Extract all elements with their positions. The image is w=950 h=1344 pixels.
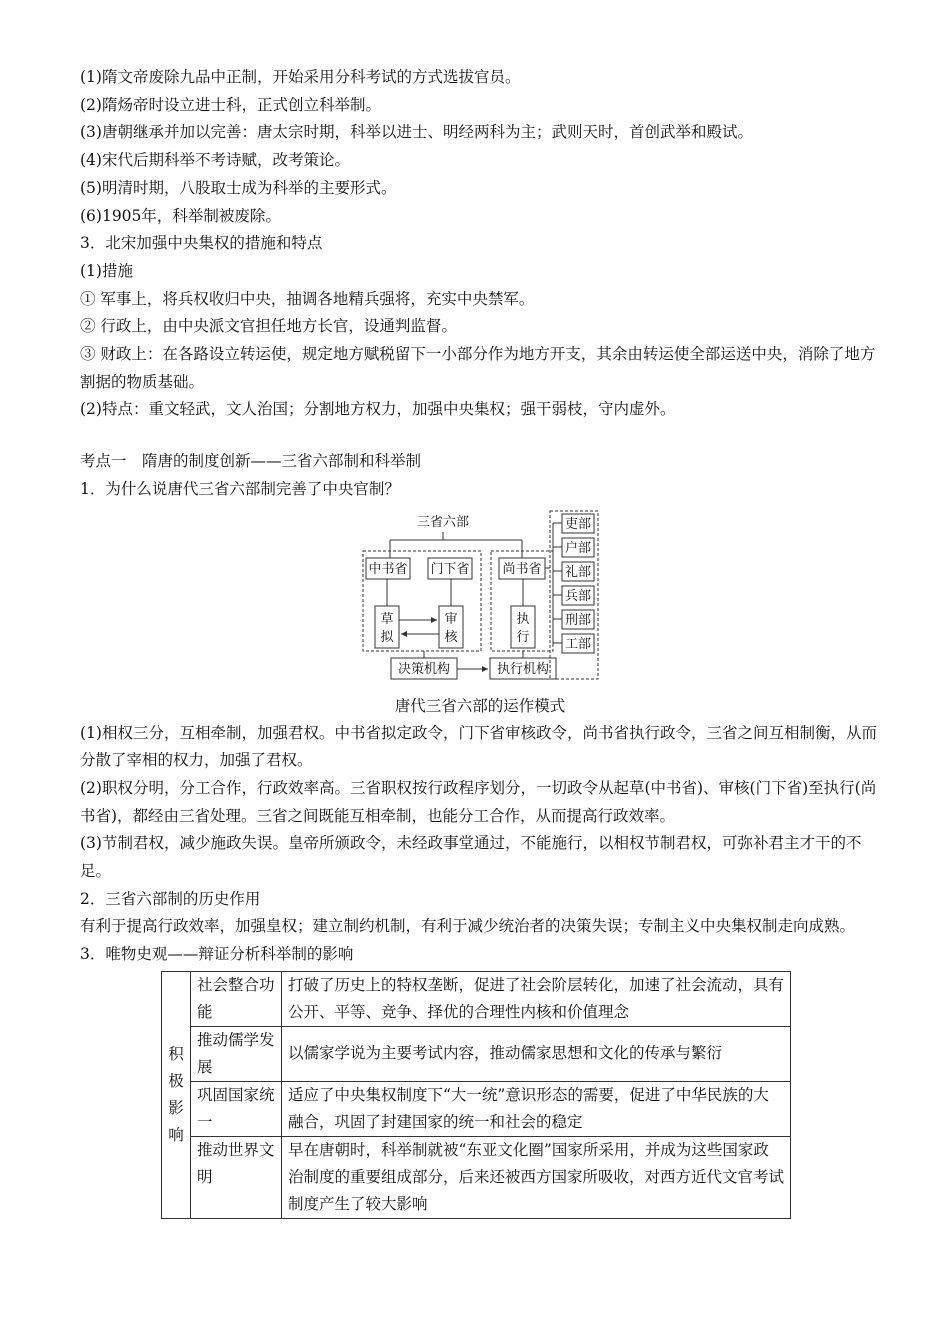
- side-char: 响: [168, 1125, 184, 1144]
- list-item: (6)1905年，科举制被废除。: [80, 206, 281, 225]
- list-item: (5)明清时期，八股取士成为科举的主要形式。: [80, 178, 397, 197]
- positive-influence-label: [162, 971, 191, 1218]
- ministry-label: 吏部: [564, 516, 592, 532]
- list-item: ① 军事上，将兵权收归中央，抽调各地精兵强将，充实中央禁军。: [80, 289, 535, 308]
- list-item: (1)隋文帝废除九品中正制，开始采用分科考试的方式选拔官员。: [80, 68, 521, 86]
- row-label-text: 社会整合功能: [197, 975, 275, 1021]
- question: 1．为什么说唐代三省六部制完善了中央官制？: [80, 479, 400, 498]
- row-text: 适应了中央集权制度下“大一统”意识形态的需要，促进了中华民族的大融合，巩固了封建国家的统一和社会的稳定: [282, 1081, 791, 1136]
- side-char: 积: [168, 1044, 184, 1063]
- zhixing-char: 行: [516, 629, 530, 645]
- ministry-label: 刑部: [564, 612, 592, 628]
- menxia-label: 门下省: [430, 561, 470, 577]
- zhixing-char: 执: [516, 611, 530, 627]
- row-label: [191, 1136, 282, 1218]
- list-item: ③ 财政上：在各路设立转运使，规定地方赋税留下一小部分作为地方开支，其余由转运使全部运送中央，消除了地方割据的物质基础。: [80, 345, 876, 391]
- caoni-char: 草: [380, 611, 394, 627]
- shenhe-char: 核: [444, 629, 458, 645]
- sansheng-liubu-diagram: [80, 506, 880, 696]
- ministry-label: 兵部: [564, 588, 592, 604]
- shangshu-label: 尚书省: [502, 561, 542, 577]
- list-item: (3)唐朝继承并加以完善：唐太宗时期，科举以进士、明经两科为主；武则天时，首创武举和殿试。: [80, 123, 753, 142]
- section-heading: 3．北宋加强中央集权的措施和特点: [80, 234, 323, 253]
- list-item: ② 行政上，由中央派文官担任地方长官，设通判监督。: [80, 317, 457, 336]
- kaodian-title: 考点一 隋唐的制度创新——三省六部制和科举制: [80, 452, 422, 471]
- diagram-svg: [80, 506, 880, 696]
- diagram-top-label: 三省六部: [416, 514, 470, 530]
- row-text: 打破了历史上的特权垄断，促进了社会阶层转化，加速了社会流动，具有公开、平等、竞争、择优的合理性内核和价值理念: [282, 971, 791, 1026]
- question: 3．唯物史观——辩证分析科举制的影响: [80, 945, 354, 964]
- row-label-text: 推动儒学发展: [197, 1030, 275, 1076]
- row-label: [191, 1026, 282, 1081]
- row-label: [191, 971, 282, 1026]
- document-page: [80, 64, 880, 1219]
- row-label-text: 巩固国家统一: [197, 1085, 275, 1131]
- answer-paragraph: 有利于提高行政效率，加强皇权；建立制约机制，有利于减少统治者的决策失误；专制主义中央集权制走向成熟。: [80, 917, 856, 936]
- row-label-text: 推动世界文明: [197, 1140, 275, 1186]
- keju-influence-table: [161, 971, 791, 1219]
- diagram-caption: 唐代三省六部的运作模式: [394, 696, 566, 715]
- table-row: [162, 1026, 791, 1081]
- table-row: [162, 1081, 791, 1136]
- caoni-char: 拟: [380, 629, 394, 645]
- table-row: [162, 971, 791, 1026]
- answer-paragraph: (2)职权分明，分工合作，行政效率高。三省职权按行政程序划分，一切政令从起草(中书省)、审核(门下省)至执行(尚书省)，都经由三省处理。三省之间既能互相牵制，也能分工合作，从而提高行政效率。: [80, 778, 877, 825]
- answer-paragraph: (3)节制君权，减少施政失误。皇帝所颁政令，未经政事堂通过，不能施行，以相权节制君权，可弥补君主才干的不足。: [80, 834, 862, 881]
- question: 2．三省六部制的历史作用: [80, 889, 261, 908]
- list-item: (2)隋炀帝时设立进士科，正式创立科举制。: [80, 95, 381, 114]
- row-text: 早在唐朝时，科举制就被“东亚文化圈”国家所采用，并成为这些国家政治制度的重要组成部分，后来还被西方国家所吸收，对西方近代文官考试制度产生了较大影响: [282, 1136, 791, 1218]
- ministry-label: 礼部: [564, 564, 592, 580]
- side-char: 影: [168, 1098, 184, 1117]
- row-label: [191, 1081, 282, 1136]
- answer-paragraph: (1)相权三分，互相牵制，加强君权。中书省拟定政令，门下省审核政令，尚书省执行政令，三省之间互相制衡，从而分散了宰相的权力，加强了君权。: [80, 723, 877, 770]
- juece-label: 决策机构: [397, 661, 451, 677]
- table-row: [162, 1136, 791, 1218]
- subheading: (1)措施: [80, 261, 133, 280]
- list-item: (4)宋代后期科举不考诗赋，改考策论。: [80, 151, 350, 170]
- zhixing-jigou-label: 执行机构: [496, 661, 550, 677]
- ministry-label: 工部: [564, 636, 592, 652]
- zhongshu-label: 中书省: [368, 561, 408, 577]
- shenhe-char: 审: [444, 611, 458, 627]
- ministry-label: 户部: [564, 540, 592, 556]
- row-text: 以儒家学说为主要考试内容，推动儒家思想和文化的传承与繁衍: [282, 1026, 791, 1081]
- side-char: 极: [168, 1071, 184, 1090]
- subheading: (2)特点：重文轻武，文人治国；分割地方权力，加强中央集权；强干弱枝，守内虚外。: [80, 400, 676, 419]
